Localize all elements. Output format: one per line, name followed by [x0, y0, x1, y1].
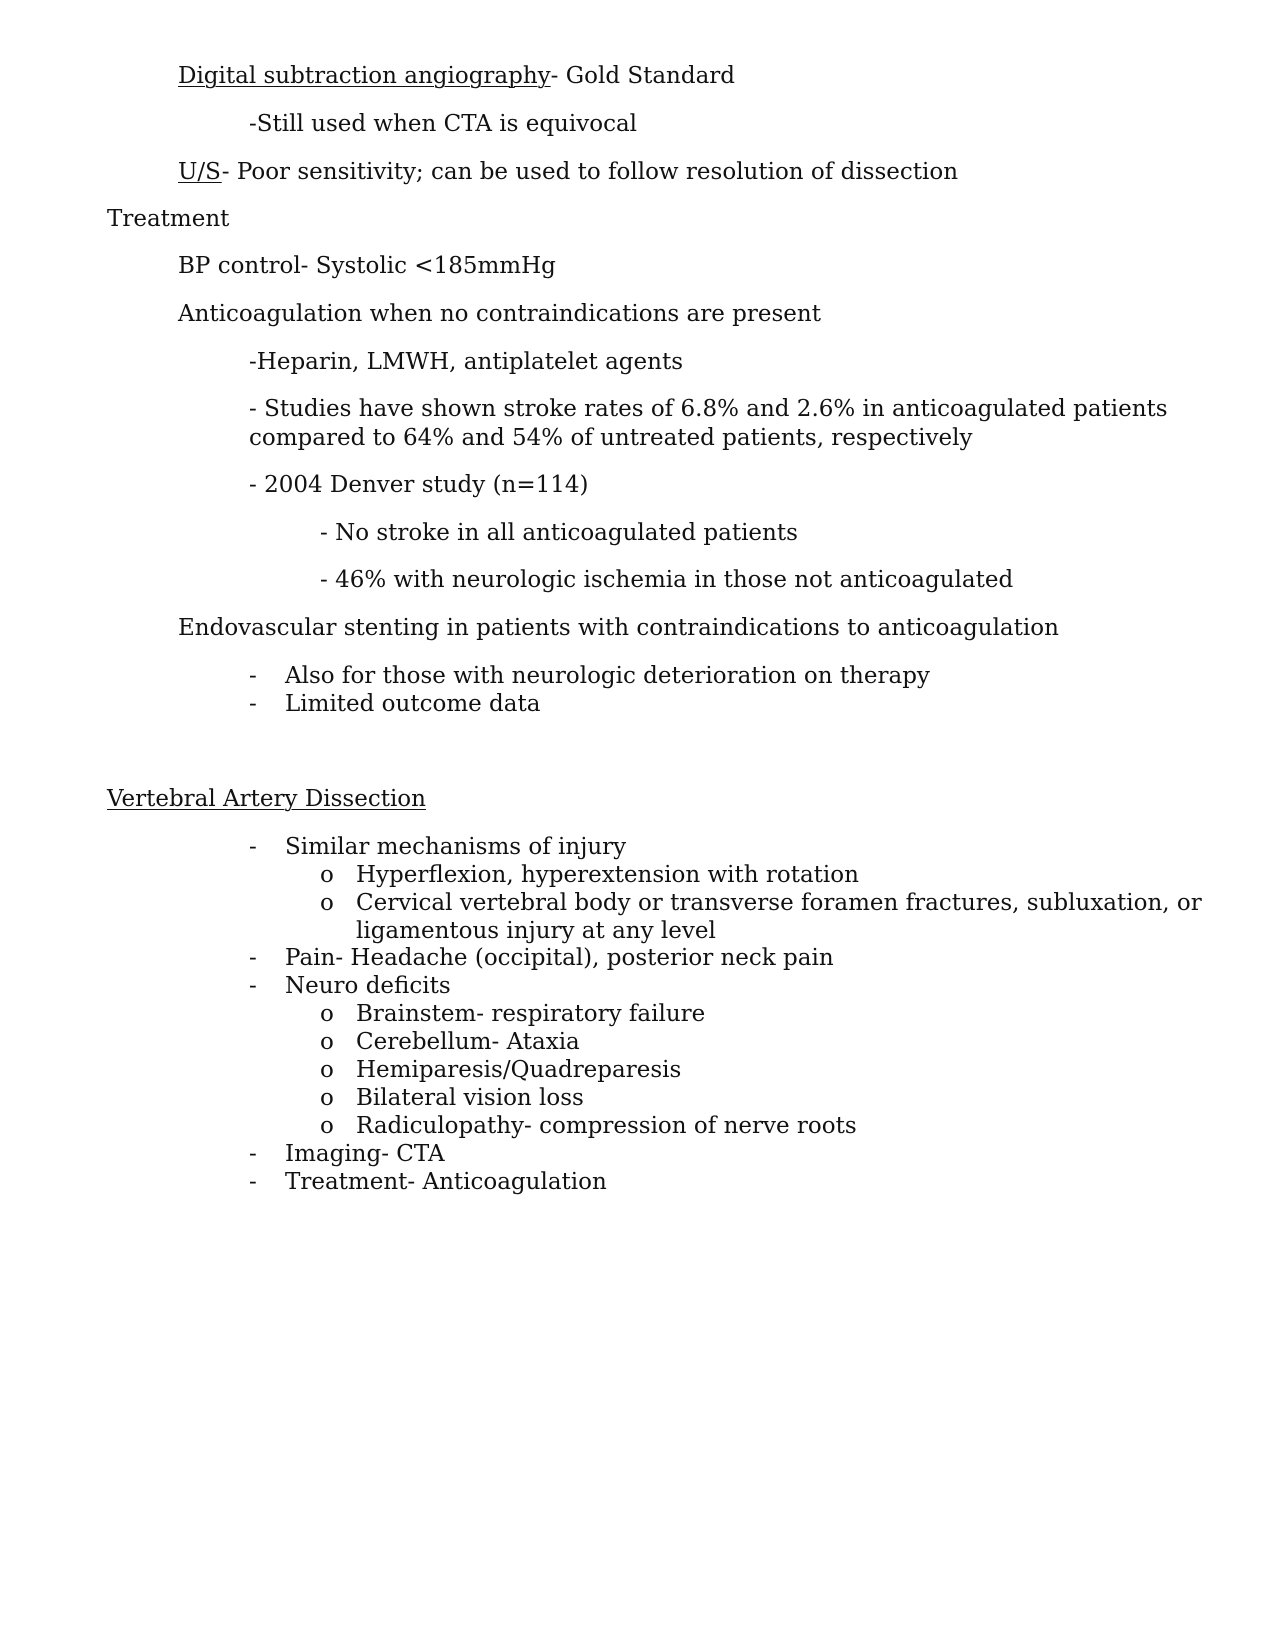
dsa-suffix: - Gold Standard	[550, 63, 736, 89]
stenting: Endovascular stenting in patients with contraindications to anticoagulation	[178, 615, 1059, 641]
vad-heading: Vertebral Artery Dissection	[107, 786, 426, 812]
circle-marker: o	[320, 1113, 334, 1139]
circle-marker: o	[320, 890, 334, 916]
us-line	[178, 158, 958, 187]
circle-marker: o	[320, 1001, 334, 1027]
denver-study: - 2004 Denver study (n=114)	[249, 472, 589, 498]
studies-line-2: compared to 64% and 54% of untreated patients, respectively	[249, 425, 973, 451]
circle-marker: o	[320, 1057, 334, 1083]
mechanism-item: Cervical vertebral body or transverse foramen fractures, subluxation, or	[356, 890, 1202, 916]
vad-treatment: Treatment- Anticoagulation	[285, 1169, 607, 1195]
studies-line-1: - Studies have shown stroke rates of 6.8% and 2.6% in anticoagulated patients	[249, 396, 1168, 422]
dash-marker: -	[249, 691, 257, 717]
circle-marker: o	[320, 862, 334, 888]
dash-marker: -	[249, 1141, 257, 1167]
circle-marker: o	[320, 1029, 334, 1055]
stenting-item: Limited outcome data	[285, 691, 541, 717]
dash-marker: -	[249, 834, 257, 860]
neuro-item: Bilateral vision loss	[356, 1085, 584, 1111]
dash-marker: -	[249, 973, 257, 999]
mechanism-item: Hyperflexion, hyperextension with rotation	[356, 862, 859, 888]
dsa-line	[178, 62, 735, 91]
dash-marker: -	[249, 945, 257, 971]
neuro-deficits: Neuro deficits	[285, 973, 451, 999]
bp-control: BP control- Systolic <185mmHg	[178, 253, 556, 279]
treatment-heading: Treatment	[107, 206, 230, 232]
mechanism-item-cont: ligamentous injury at any level	[356, 918, 716, 944]
us-suffix: - Poor sensitivity; can be used to follow resolution of dissection	[221, 159, 959, 185]
dash-marker: -	[249, 1169, 257, 1195]
neuro-item: Brainstem- respiratory failure	[356, 1001, 706, 1027]
anticoag-agents: -Heparin, LMWH, antiplatelet agents	[249, 349, 684, 375]
anticoagulation: Anticoagulation when no contraindications are present	[178, 301, 821, 327]
dsa-sub: -Still used when CTA is equivocal	[249, 111, 638, 137]
us-title: U/S	[178, 159, 222, 185]
denver-finding-1: - No stroke in all anticoagulated patients	[320, 520, 798, 546]
dsa-title: Digital subtraction angiography	[178, 63, 551, 89]
dash-marker: -	[249, 663, 257, 689]
pain: Pain- Headache (occipital), posterior neck pain	[285, 945, 834, 971]
mechanisms: Similar mechanisms of injury	[285, 834, 627, 860]
neuro-item: Hemiparesis/Quadreparesis	[356, 1057, 682, 1083]
neuro-item: Cerebellum- Ataxia	[356, 1029, 580, 1055]
circle-marker: o	[320, 1085, 334, 1111]
imaging: Imaging- CTA	[285, 1141, 445, 1167]
neuro-item: Radiculopathy- compression of nerve roots	[356, 1113, 857, 1139]
denver-finding-2: - 46% with neurologic ischemia in those not anticoagulated	[320, 567, 1014, 593]
stenting-item: Also for those with neurologic deterioration on therapy	[285, 663, 930, 689]
